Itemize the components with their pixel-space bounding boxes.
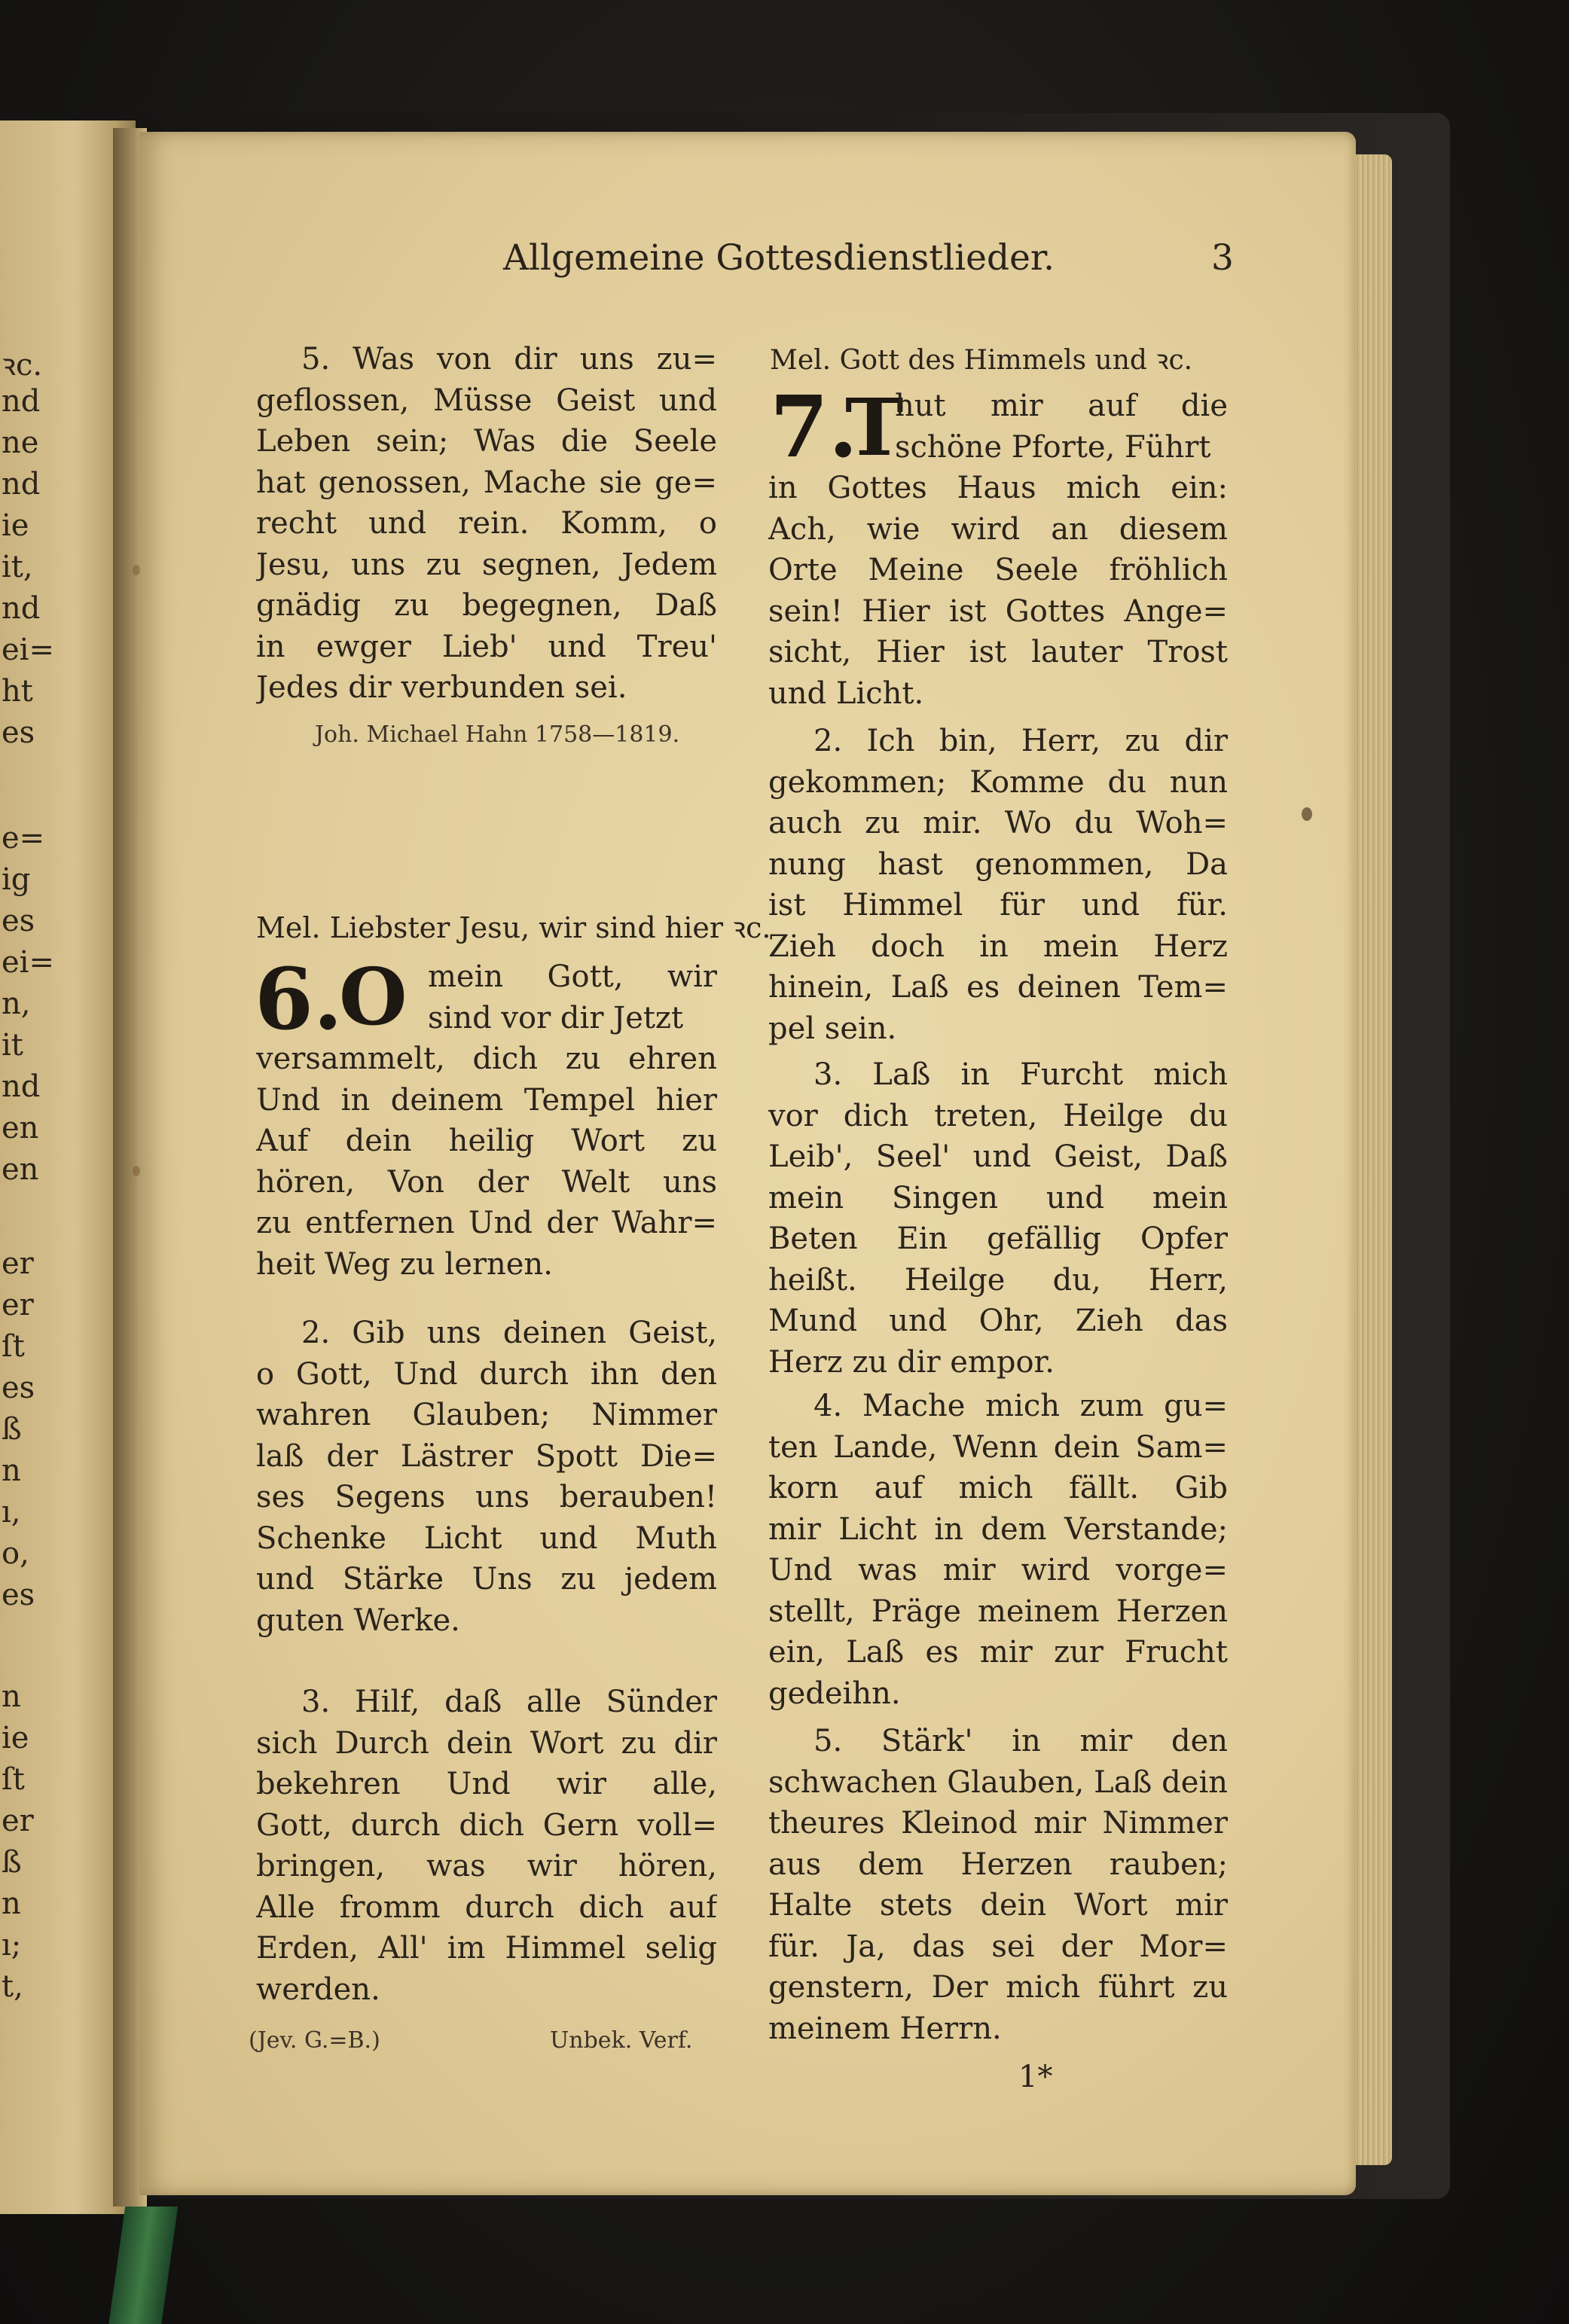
text-line: versammelt, dich zu ehren [256,1042,717,1076]
text-line: genstern, Der mich führt zu [768,1970,1228,2005]
left-page-fragment: es [2,904,35,938]
text-line: mein Gott, wir [428,959,717,994]
signature-mark: 1* [1018,2060,1053,2094]
left-page-fragment: n [2,1453,21,1488]
left-page-fragment: e= [2,821,45,855]
text-line: sicht, Hier ist lauter Trost [768,635,1228,669]
text-line: Jedes dir verbunden sei. [256,670,627,705]
text-line: 3. Hilf, daß alle Sünder [301,1685,717,1719]
left-page-fragment: es [2,1578,35,1612]
text-line: korn auf mich fällt. Gib [768,1471,1228,1505]
text-line: 3. Laß in Furcht mich [813,1057,1228,1092]
left-page-fragment: it, [2,550,33,584]
text-line: recht und rein. Komm, o [256,506,717,541]
left-page-fragment: ne [2,425,39,460]
paper-blemish [133,1166,140,1176]
text-line: gedeihn. [768,1676,901,1711]
running-title: Allgemeine Gottesdienstlieder. [503,237,1055,279]
left-page-fragment: ei= [2,945,54,980]
left-page-fragment: ß [2,1412,22,1447]
text-line: gekommen; Komme du nun [768,764,1228,800]
hymn7-stanza5 [768,1721,1228,2049]
hymn7-number: 7. [770,378,858,477]
text-line: hat genossen, Mache sie ge= [256,465,717,500]
left-page-fragment: es [2,1371,35,1405]
text-line: laß der Lästrer Spott Die= [256,1438,717,1474]
text-line: ist Himmel für und für. [768,888,1228,923]
text-line: wahren Glauben; Nimmer [256,1398,717,1432]
text-line: meinem Herrn. [768,2011,1002,2046]
left-page-fragment: ſt [2,1329,25,1364]
text-line: nung hast genommen, Da [768,846,1228,882]
hymn6-author: Unbek. Verf. [550,2027,693,2054]
ribbon-bookmark [108,2207,178,2324]
text-line: auch zu mir. Wo du Woh= [768,806,1228,840]
left-page-fragment: en [2,1111,39,1145]
left-page-fragment: t, [2,1969,23,2004]
text-line: guten Werke. [256,1603,460,1638]
text-line: Halte stets dein Wort mir [768,1888,1228,1923]
text-line: schwachen Glauben, Laß dein [768,1764,1228,1800]
text-line: werden. [256,1972,380,2007]
text-line: 4. Mache mich zum gu= [813,1389,1228,1423]
text-line: theures Kleinod mir Nimmer [768,1806,1228,1841]
text-line: in Gottes Haus mich ein: [768,471,1228,505]
text-line: ten Lande, Wenn dein Sam= [768,1429,1228,1465]
text-line: 5. Stärk' in mir den [813,1724,1228,1758]
text-line: und Stärke Uns zu jedem [256,1562,717,1597]
text-line: 2. Gib uns deinen Geist, [301,1316,717,1350]
text-line: Ach, wie wird an diesem [768,511,1228,547]
text-line: für. Ja, das sei der Mor= [768,1929,1228,1964]
hymn6-melody: Mel. Liebster Jesu, wir sind hier ꝛc. [256,911,771,944]
left-page-fragment: nd [2,591,41,626]
text-line: 5. Was von dir uns zu= [301,342,717,377]
hymn7-melody: Mel. Gott des Himmels und ꝛc. [770,345,1193,376]
hymn6-stanza3 [256,1682,717,2010]
text-line: Leib', Seel' und Geist, Daß [768,1139,1228,1174]
text-line: mir Licht in dem Verstande; [768,1511,1228,1547]
text-line: Jesu, uns zu segnen, Jedem [256,547,717,582]
text-line: in ewger Lieb' und Treu' [256,629,717,664]
left-page-fragment: o, [2,1536,29,1571]
text-line: sich Durch dein Wort zu dir [256,1725,717,1761]
text-line: heißt. Heilge du, Herr, [768,1262,1228,1298]
hymn7-initial: T [845,381,904,474]
left-page-fragment: ſt [2,1762,25,1797]
hymn6-source: (Jev. G.=B.) [249,2027,380,2054]
text-line: pel sein. [768,1011,897,1046]
left-page-fragment: ß [2,1845,22,1880]
text-line: ein, Laß es mir zur Frucht [768,1635,1228,1670]
left-page-fragment: er [2,1288,34,1322]
left-page-fragment: er [2,1804,34,1838]
left-page-fragment: ig [2,862,31,897]
paper-blemish [1302,807,1312,821]
hymn7-stanza4 [768,1386,1228,1714]
text-line: Mund und Ohr, Zieh das [768,1304,1228,1338]
text-line: sind vor dir Jetzt [428,1000,684,1035]
text-line: Und in deinem Tempel hier [256,1082,717,1118]
text-line: Herz zu dir empor. [768,1344,1055,1380]
left-page-fragment: er [2,1246,34,1281]
hymn6-initial: O [339,950,408,1043]
text-line: Schenke Licht und Muth [256,1520,717,1556]
text-line: Zieh doch in mein Herz [768,929,1228,964]
hymn7-stanza3 [768,1054,1228,1383]
text-line: hinein, Laß es deinen Tem= [768,970,1228,1005]
left-page-fragment: nd [2,384,41,419]
hymn5-author: Joh. Michael Hahn 1758—1819. [315,721,680,748]
text-line: und Licht. [768,676,924,711]
left-page-fragment: nd [2,1069,41,1104]
hymn6-stanza1-first [428,956,717,1038]
text-line: vor dich treten, Heilge du [768,1098,1228,1133]
text-line: o Gott, Und durch ihn den [256,1356,717,1392]
text-line: mein Singen und mein [768,1180,1228,1215]
text-line: heit Weg zu lernen. [256,1246,553,1282]
text-line: ses Segens uns berauben! [256,1480,717,1514]
left-page-fragment: n, [2,987,31,1021]
text-line: bekehren Und wir alle, [256,1767,717,1801]
text-line: gnädig zu begegnen, Daß [256,588,717,623]
left-page-fragment: ie [2,1721,29,1755]
text-line: geflossen, Müsse Geist und [256,383,717,418]
text-line: hören, Von der Welt uns [256,1164,717,1200]
hymn6-stanza2 [256,1313,717,1641]
text-line: Und was mir wird vorge= [768,1553,1228,1587]
left-page-fragment: en [2,1152,39,1187]
left-page-fragment: ei= [2,633,54,667]
text-line: stellt, Präge meinem Herzen [768,1594,1228,1629]
text-line: Orte Meine Seele fröhlich [768,553,1228,587]
left-page-fragment: ı; [2,1928,22,1963]
text-line: aus dem Herzen rauben; [768,1847,1228,1882]
left-page-fragment: n [2,1679,21,1714]
text-line: Erden, All' im Himmel selig [256,1931,717,1966]
text-line: bringen, was wir hören, [256,1849,717,1883]
hymn6-stanza1-rest [256,1038,717,1285]
text-line: hut mir auf die [895,389,1228,423]
hymn6-number: 6. [255,950,343,1049]
left-page-fragment: ht [2,674,33,709]
text-line: Auf dein heilig Wort zu [256,1124,717,1158]
text-line: Alle fromm durch dich auf [256,1889,717,1925]
paper-blemish [133,565,140,575]
text-line: 2. Ich bin, Herr, zu dir [813,724,1228,758]
left-page-fragment: es [2,715,35,750]
text-line: Gott, durch dich Gern voll= [256,1807,717,1843]
left-page-fragment: ꝛc. [2,348,43,383]
left-page-fragment: n [2,1886,21,1921]
left-page-fragment: ie [2,508,29,543]
hymn7-stanza1-rest [768,468,1228,714]
running-head [360,237,1264,282]
page-number: 3 [1211,237,1234,279]
left-page-fragment: nd [2,467,41,502]
text-line: Leben sein; Was die Seele [256,424,717,459]
text-line: schöne Pforte, Führt [895,429,1211,465]
hymn5-stanza5 [256,339,717,709]
hymn7-stanza1-first [895,386,1228,468]
text-line: zu entfernen Und der Wahr= [256,1206,717,1240]
text-line: sein! Hier ist Gottes Ange= [768,593,1228,629]
left-page-fragment: it [2,1028,23,1063]
text-line: Beten Ein gefällig Opfer [768,1221,1228,1256]
left-page-fragment: ı, [2,1495,21,1530]
hymn7-stanza2 [768,721,1228,1049]
